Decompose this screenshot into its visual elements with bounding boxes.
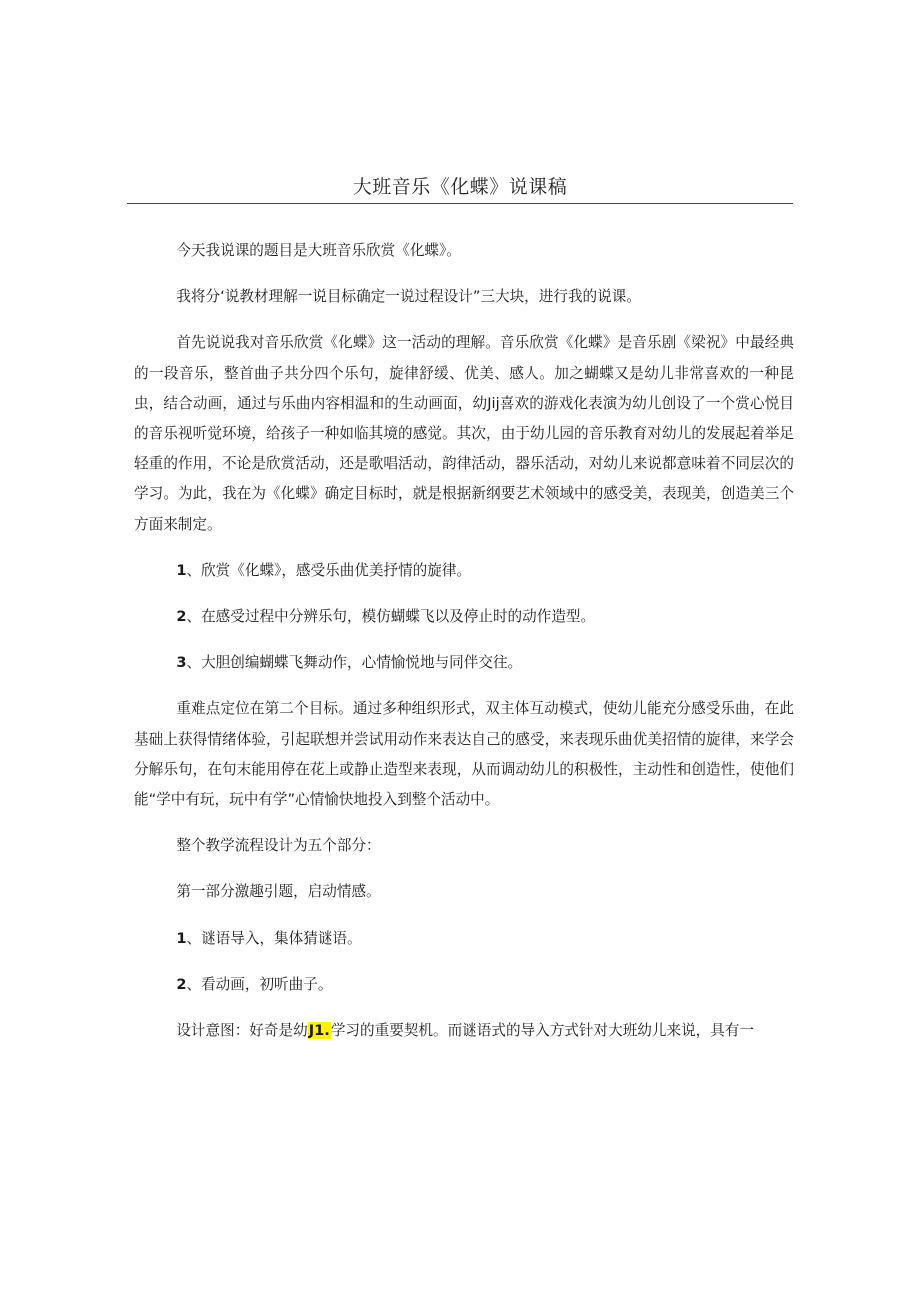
title-underline	[127, 203, 793, 204]
step-item-1	[134, 924, 794, 954]
step-number: 2	[176, 975, 187, 993]
document-body	[134, 236, 794, 1046]
paragraph-key-points: 重难点定位在第二个目标。通过多种组织形式，双主体互动模式，使幼儿能充分感受乐曲，在此基础上获得情绪体验，引起联想并尝试用动作来表达自己的感受，来表现乐曲优美招情的旋律，来学会分解乐句，在句末能用停在花上或静止造型来表现，从而调动幼儿的积极性，主动性和创造性，使他们能“学中有玩，玩中有学”心情愉快地投入到整个活动中。	[134, 700, 794, 809]
step-text: 、看动画，初听曲子。	[186, 975, 333, 993]
design-intent-text-a: 设计意图：好奇是幼	[176, 1022, 308, 1040]
paragraph-outline: 我将分‘说教材理解一说目标确定一说过程设计”三大块，进行我的说课。	[176, 288, 641, 306]
paragraph-material-understanding: 首先说说我对音乐欣赏《化蝶》这一活动的理解。音乐欣赏《化蝶》是音乐剧《梁祝》中最经典的一段音乐，整首曲子共分四个乐句，旋律舒缓、优美、感人。加之蝴蝶又是幼儿非常喜欢的一种昆虫，结合动画，通过与乐曲内容相温和的生动画面，幼Jij喜欢的游戏化表演为幼儿创设了一个赏心悦目的音乐视听觉环境，给孩子一种如临其境的感觉。其次，由于幼儿园的音乐教育对幼儿的发展起着举足轻重的作用，不论是欣赏活动，还是歌唱活动，韵律活动，器乐活动，对幼儿来说都意味着不同层次的学习。为此，我在为《化蝶》确定目标时，就是根据新纲要艺术领域中的感受美，表现美，创造美三个方面来制定。	[134, 334, 794, 533]
step-number: 1	[176, 929, 187, 947]
document-title: 大班音乐《化蝶》说课稿	[352, 176, 568, 198]
goal-number: 2	[176, 608, 187, 626]
goal-item-1	[134, 556, 794, 586]
goal-text: 、欣赏《化蝶》，感受乐曲优美抒情的旋律。	[186, 561, 472, 579]
design-intent-text-b: 学习的重要契机。而谜语式的导入方式针对大班幼儿来说，具有一	[330, 1022, 755, 1040]
paragraph-design-intent	[134, 1016, 794, 1046]
goal-item-3	[134, 648, 794, 678]
goal-text: 、在感受过程中分辨乐句，模仿蝴蝶飞以及停止时的动作造型。	[186, 608, 596, 626]
paragraph-part-one: 第一部分激趣引题，启动情感。	[176, 883, 381, 901]
step-item-2	[134, 970, 794, 1000]
goal-item-2	[134, 602, 794, 632]
paragraph-process-overview: 整个教学流程设计为五个部分：	[176, 837, 381, 855]
step-text: 、谜语导入，集体猜谜语。	[186, 929, 362, 947]
goal-text: 、大胆创编蝴蝶飞舞动作，心情愉悦地与同伴交往。	[186, 654, 523, 672]
goal-number: 3	[176, 654, 187, 672]
goal-number: 1	[176, 561, 187, 579]
highlighted-text: J1.	[308, 1022, 330, 1040]
paragraph-intro: 今天我说课的题目是大班音乐欣赏《化蝶》。	[176, 242, 461, 259]
